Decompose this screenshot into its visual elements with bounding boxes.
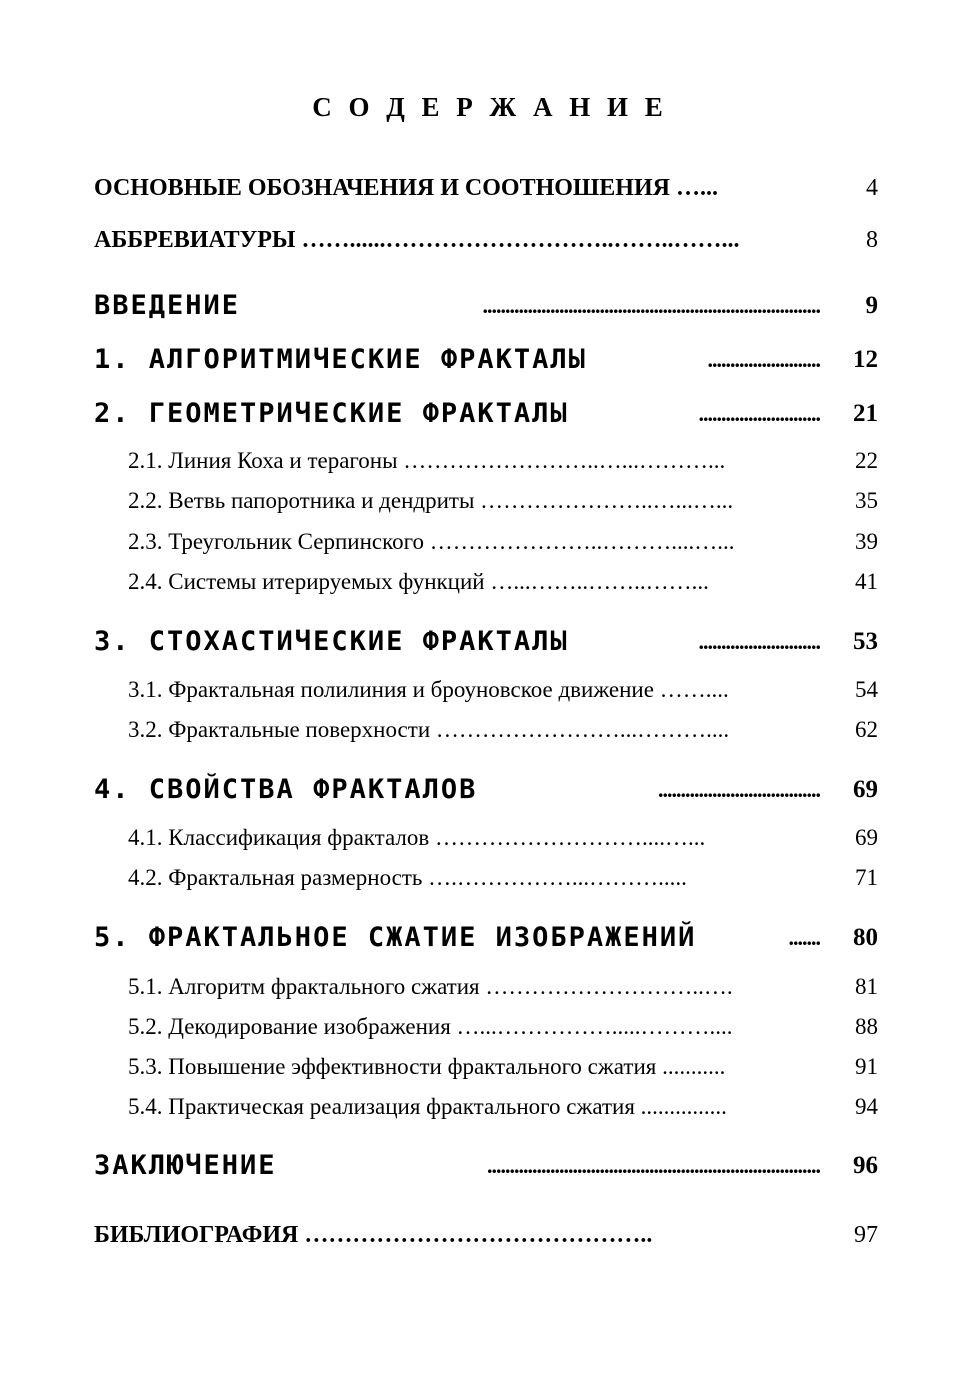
toc-entry-text: 2.1. Линия Коха и терагоны ……………………..…...………... — [128, 448, 726, 473]
toc-chapter-title: 2. ГЕОМЕТРИЧЕСКИЕ ФРАКТАЛЫ — [94, 398, 569, 429]
toc-leader-dots: ........................................................................... — [482, 293, 820, 318]
toc-page-number: 8 — [866, 227, 878, 253]
toc-page-number: 4 — [866, 175, 878, 201]
toc-page-number: 96 — [853, 1152, 878, 1179]
toc-leader-dots: ........................... — [698, 629, 820, 654]
toc-chapter-1[interactable] — [94, 340, 878, 380]
toc-chapter-introduction[interactable] — [94, 286, 878, 326]
toc-leader-dots: .......................................................................... — [487, 1153, 820, 1178]
toc-page-number: 97 — [854, 1222, 878, 1248]
toc-page-number: 91 — [855, 1054, 878, 1079]
toc-page-number: 54 — [855, 677, 878, 702]
toc-chapter-4[interactable] — [94, 770, 878, 810]
toc-chapter-title: ВВЕДЕНИЕ — [94, 290, 241, 321]
toc-page-number: 71 — [855, 865, 878, 890]
toc-entry-text: АББРЕВИАТУРЫ ……......………………………..……..……... — [94, 227, 740, 253]
toc-section-5-1[interactable] — [94, 967, 878, 1007]
toc-section-4-1[interactable] — [94, 818, 878, 858]
toc-entry-text: ОСНОВНЫЕ ОБОЗНАЧЕНИЯ И СООТНОШЕНИЯ …... — [94, 175, 718, 201]
toc-page-number: 81 — [855, 974, 878, 999]
toc-page-number: 69 — [853, 776, 878, 803]
toc-section-5-2[interactable] — [94, 1007, 878, 1047]
toc-page-number: 62 — [855, 717, 878, 742]
toc-entry-text: 5.4. Практическая реализация фрактального сжатия ............... — [128, 1094, 727, 1119]
toc-chapter-title: ЗАКЛЮЧЕНИЕ — [94, 1150, 277, 1181]
toc-entry-text: 4.1. Классификация фракталов ………………………....…... — [128, 825, 706, 850]
toc-entry-text: 2.3. Треугольник Серпинского …………………..………....…... — [128, 529, 735, 554]
toc-chapter-title: 4. СВОЙСТВА ФРАКТАЛОВ — [94, 774, 478, 805]
toc-section-2-4[interactable] — [94, 562, 878, 602]
toc-entry-text: 3.1. Фрактальная полилиния и броуновское движение …….... — [128, 677, 729, 702]
toc-entry-text: 2.4. Системы итерируемых функций …...……..……..……... — [128, 569, 709, 594]
toc-leader-dots: ....... — [788, 925, 820, 950]
toc-page-number: 80 — [853, 924, 878, 951]
toc-page-number: 69 — [855, 825, 878, 850]
toc-page-number: 88 — [855, 1014, 878, 1039]
toc-chapter-title: 5. ФРАКТАЛЬНОЕ СЖАТИЕ ИЗОБРАЖЕНИЙ — [94, 922, 697, 953]
toc-page-number: 12 — [853, 346, 878, 373]
toc-chapter-conclusion[interactable] — [94, 1146, 878, 1186]
toc-entry-text: 5.1. Алгоритм фрактального сжатия ………………………..…. — [128, 974, 733, 999]
toc-entry-bibliography[interactable] — [94, 1215, 878, 1255]
toc-leader-dots: .................................... — [658, 777, 820, 802]
toc-page-number: 94 — [855, 1094, 878, 1119]
toc-entry-notation[interactable] — [94, 168, 878, 208]
toc-section-3-1[interactable] — [94, 670, 878, 710]
toc-page-number: 21 — [853, 400, 878, 427]
toc-section-5-3[interactable] — [94, 1047, 878, 1087]
toc-entry-text: 2.2. Ветвь папоротника и дендриты …………………..…...…... — [128, 488, 734, 513]
toc-chapter-2[interactable] — [94, 394, 878, 434]
toc-page-number: 41 — [855, 569, 878, 594]
toc-entry-text: 4.2. Фрактальная размерность ….……………...………..... — [128, 865, 687, 890]
toc-leader-dots: ......................... — [707, 347, 820, 372]
toc-section-4-2[interactable] — [94, 858, 878, 898]
toc-section-2-2[interactable] — [94, 481, 878, 521]
toc-entry-text: БИБЛИОГРАФИЯ …………………………………….. — [94, 1222, 653, 1248]
toc-entry-text: 5.3. Повышение эффективности фрактального сжатия ........... — [128, 1054, 726, 1079]
toc-page-number: 22 — [855, 448, 878, 473]
toc-chapter-title: 3. СТОХАСТИЧЕСКИЕ ФРАКТАЛЫ — [94, 626, 569, 657]
toc-page-number: 53 — [853, 628, 878, 655]
toc-section-2-3[interactable] — [94, 522, 878, 562]
toc-section-5-4[interactable] — [94, 1087, 878, 1127]
toc-entry-text: 5.2. Декодирование изображения …...…………….....……….... — [128, 1014, 733, 1039]
toc-entry-text: 3.2. Фрактальные поверхности ……………………...……….... — [128, 717, 730, 742]
toc-leader-dots: ........................... — [698, 401, 820, 426]
toc-page-number: 35 — [855, 488, 878, 513]
toc-chapter-5[interactable] — [94, 918, 878, 958]
toc-chapter-title: 1. АЛГОРИТМИЧЕСКИЕ ФРАКТАЛЫ — [94, 344, 587, 375]
toc-page-number: 39 — [855, 529, 878, 554]
page-title: С О Д Е Р Ж А Н И Е — [312, 92, 668, 122]
toc-entry-abbreviations[interactable] — [94, 220, 878, 260]
toc-chapter-3[interactable] — [94, 622, 878, 662]
toc-section-3-2[interactable] — [94, 710, 878, 750]
toc-section-2-1[interactable] — [94, 441, 878, 481]
toc-page-number: 9 — [865, 292, 878, 319]
